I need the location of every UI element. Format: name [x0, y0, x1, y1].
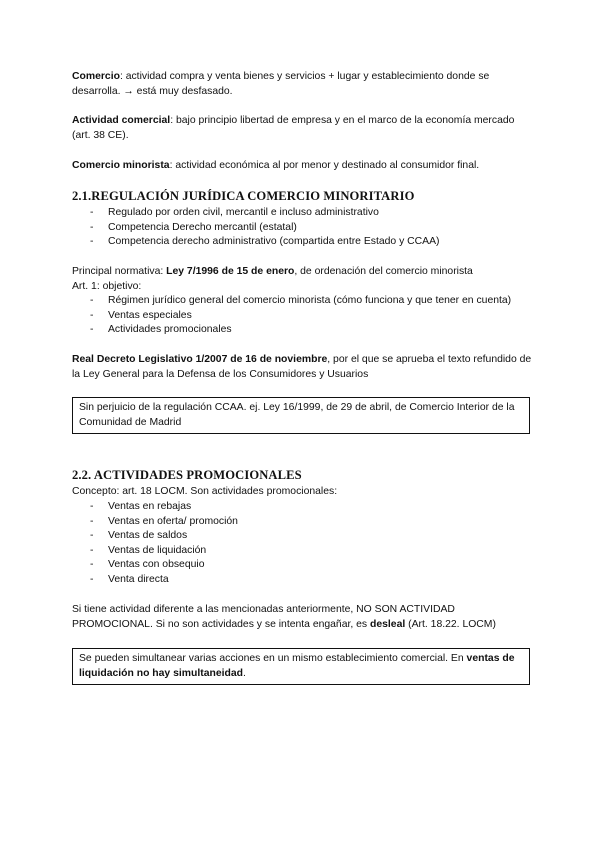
note-box-bold: ventas de liquidación no hay simultaneidad	[79, 653, 515, 679]
list-item: - Actividades promocionales	[72, 323, 532, 338]
rdl-bold: Real Decreto Legislativo 1/2007 de 16 de noviembre	[72, 354, 328, 365]
section-heading-actividades: 2.2. ACTIVIDADES PROMOCIONALES	[72, 468, 302, 482]
note-bold: desleal	[370, 618, 406, 630]
list-item: - Régimen jurídico general del comercio minorista (cómo funciona y que tener en cuenta)	[72, 294, 532, 309]
list-item: - Ventas en oferta/ promoción	[72, 515, 532, 530]
note-box-ccaa	[72, 397, 530, 434]
note-box-text: Se pueden simultanear varias acciones en un mismo establecimiento comercial. En	[79, 653, 467, 664]
definition-text: : bajo principio libertad de empresa y en el marco de la economía mercado (art. 38 CE).	[72, 115, 515, 141]
definition-text: : actividad compra y venta bienes y servicios + lugar y establecimiento donde se desarrolla. → está muy desfasado.	[72, 71, 490, 97]
list-item: - Ventas con obsequio	[72, 558, 532, 573]
list-item: - Venta directa	[72, 573, 532, 588]
normativa-suffix: , de ordenación del comercio minorista	[294, 266, 473, 277]
normativa-prefix: Principal normativa:	[72, 266, 167, 277]
list-item: - Regulado por orden civil, mercantil e incluso administrativo	[72, 206, 532, 221]
note-box-suffix: .	[242, 667, 246, 679]
rdl-paragraph	[72, 353, 532, 382]
list-item: - Ventas especiales	[72, 309, 532, 324]
note-text: Si tiene actividad diferente a las mencionadas anteriormente, NO SON ACTIVIDAD PROMOCIONAL. Si no son actividades y se intenta engañar, es	[72, 604, 455, 630]
list-item: - Competencia Derecho mercantil (estatal)	[72, 221, 532, 236]
concepto-line: Concepto: art. 18 LOCM. Son actividades promocionales:	[72, 486, 338, 497]
objetivos-list	[72, 294, 532, 338]
definition-actividad-comercial	[72, 114, 532, 143]
definition-term: Comercio minorista	[72, 160, 170, 171]
note-suffix: (Art. 18.22. LOCM)	[405, 618, 496, 630]
note-box-text: Sin perjuicio de la regulación CCAA. ej. Ley 16/1999, de 29 de abril, de Comercio Interior de la Comunidad de Madrid	[79, 402, 515, 428]
normativa-law: Ley 7/1996 de 15 de enero	[166, 266, 295, 277]
definition-term: Actividad comercial	[72, 115, 171, 126]
definition-comercio-minorista	[72, 159, 532, 174]
section-heading-regulacion: 2.1.REGULACIÓN JURÍDICA COMERCIO MINORITARIO	[72, 189, 415, 203]
art-label: Art. 1: objetivo:	[72, 280, 142, 292]
normativa-paragraph	[72, 265, 532, 294]
list-item: - Ventas de liquidación	[72, 544, 532, 559]
note-box-simultaneidad	[72, 648, 530, 685]
definition-term: Comercio	[72, 71, 120, 82]
list-item: - Competencia derecho administrativo (compartida entre Estado y CCAA)	[72, 235, 532, 250]
rdl-text: , por el que se aprueba el texto refundido de la Ley General para la Defensa de los Consumidores y Usuarios	[72, 354, 532, 380]
definition-comercio	[72, 70, 532, 99]
definition-text: : actividad económica al por menor y destinado al consumidor final.	[169, 160, 480, 171]
desleal-paragraph	[72, 603, 532, 632]
list-item: - Ventas en rebajas	[72, 500, 532, 515]
list-item: - Ventas de saldos	[72, 529, 532, 544]
actividades-list	[72, 500, 532, 588]
regulacion-list	[72, 206, 532, 250]
